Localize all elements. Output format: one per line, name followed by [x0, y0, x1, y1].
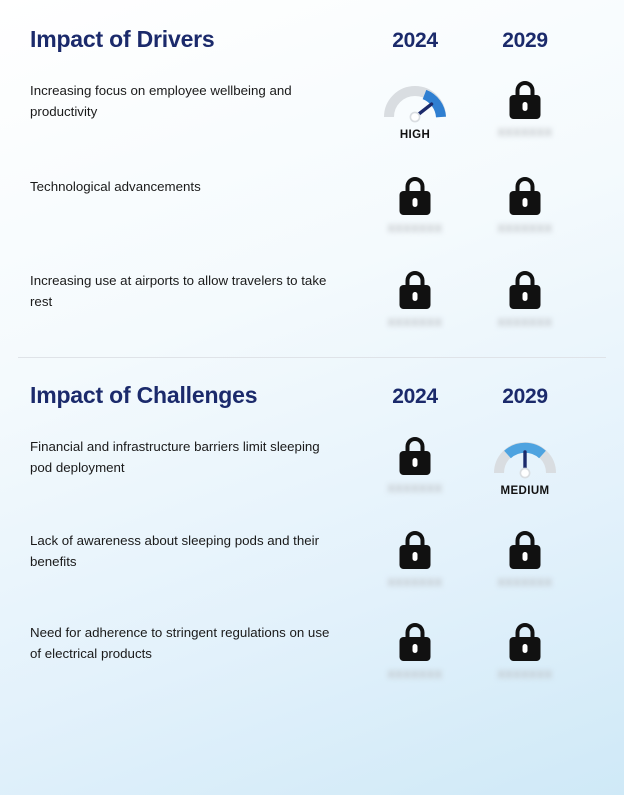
- table-row: [30, 623, 606, 681]
- challenge-label: Need for adherence to stringent regulations on use of electrical products: [30, 625, 330, 661]
- blurred-value: XXXXXXX: [497, 127, 553, 139]
- blurred-value: XXXXXXX: [387, 483, 443, 495]
- blurred-value: XXXXXXX: [497, 669, 553, 681]
- table-row: [30, 177, 606, 235]
- table-row: [30, 271, 606, 329]
- lock-icon: [398, 437, 432, 475]
- driver-2-2029-cell: [470, 271, 580, 329]
- driver-label: Increasing focus on employee wellbeing and productivity: [30, 83, 292, 119]
- gauge-high: [384, 81, 446, 141]
- challenge-2-2029-cell: [470, 623, 580, 681]
- blurred-value: XXXXXXX: [387, 317, 443, 329]
- locked-value[interactable]: [388, 623, 443, 681]
- drivers-column-2024: 2024: [392, 29, 438, 52]
- locked-value[interactable]: [388, 177, 443, 235]
- lock-icon: [508, 623, 542, 661]
- lock-icon: [508, 271, 542, 309]
- locked-value[interactable]: [388, 271, 443, 329]
- challenges-column-2024: 2024: [392, 385, 438, 408]
- blurred-value: XXXXXXX: [497, 317, 553, 329]
- drivers-header: [30, 26, 606, 53]
- locked-value[interactable]: [388, 531, 443, 589]
- driver-0-2024-cell: [360, 81, 470, 141]
- challenges-column-2029: 2029: [502, 385, 548, 408]
- challenge-1-2024-cell: [360, 531, 470, 589]
- gauge-level-label: MEDIUM: [500, 485, 550, 497]
- challenges-header: [30, 382, 606, 409]
- drivers-title: Impact of Drivers: [30, 26, 215, 52]
- locked-value[interactable]: [498, 271, 553, 329]
- challenge-label: Financial and infrastructure barriers limit sleeping pod deployment: [30, 439, 320, 475]
- lock-icon: [398, 177, 432, 215]
- driver-label: Technological advancements: [30, 179, 201, 194]
- lock-icon: [508, 531, 542, 569]
- table-row: [30, 531, 606, 589]
- challenges-title: Impact of Challenges: [30, 382, 258, 408]
- blurred-value: XXXXXXX: [497, 223, 553, 235]
- locked-value[interactable]: [498, 531, 553, 589]
- challenges-section: [0, 358, 624, 681]
- drivers-section: [0, 0, 624, 329]
- blurred-value: XXXXXXX: [387, 223, 443, 235]
- blurred-value: XXXXXXX: [387, 577, 443, 589]
- gauge-level-label: HIGH: [399, 129, 431, 141]
- gauge-medium: [494, 437, 556, 497]
- lock-icon: [398, 531, 432, 569]
- drivers-column-2029: 2029: [502, 29, 548, 52]
- driver-1-2029-cell: [470, 177, 580, 235]
- challenge-0-2029-cell: [470, 437, 580, 497]
- gauge-icon: [384, 81, 446, 123]
- table-row: [30, 437, 606, 497]
- driver-2-2024-cell: [360, 271, 470, 329]
- challenge-label: Lack of awareness about sleeping pods and their benefits: [30, 533, 320, 569]
- locked-value[interactable]: [388, 437, 443, 495]
- lock-icon: [508, 177, 542, 215]
- challenge-2-2024-cell: [360, 623, 470, 681]
- table-row: [30, 81, 606, 141]
- blurred-value: XXXXXXX: [387, 669, 443, 681]
- driver-0-2029-cell: [470, 81, 580, 139]
- challenge-1-2029-cell: [470, 531, 580, 589]
- locked-value[interactable]: [498, 81, 553, 139]
- locked-value[interactable]: [498, 177, 553, 235]
- driver-1-2024-cell: [360, 177, 470, 235]
- gauge-icon: [494, 437, 556, 479]
- locked-value[interactable]: [498, 623, 553, 681]
- challenge-0-2024-cell: [360, 437, 470, 495]
- blurred-value: XXXXXXX: [497, 577, 553, 589]
- lock-icon: [508, 81, 542, 119]
- lock-icon: [398, 271, 432, 309]
- driver-label: Increasing use at airports to allow travelers to take rest: [30, 273, 327, 309]
- lock-icon: [398, 623, 432, 661]
